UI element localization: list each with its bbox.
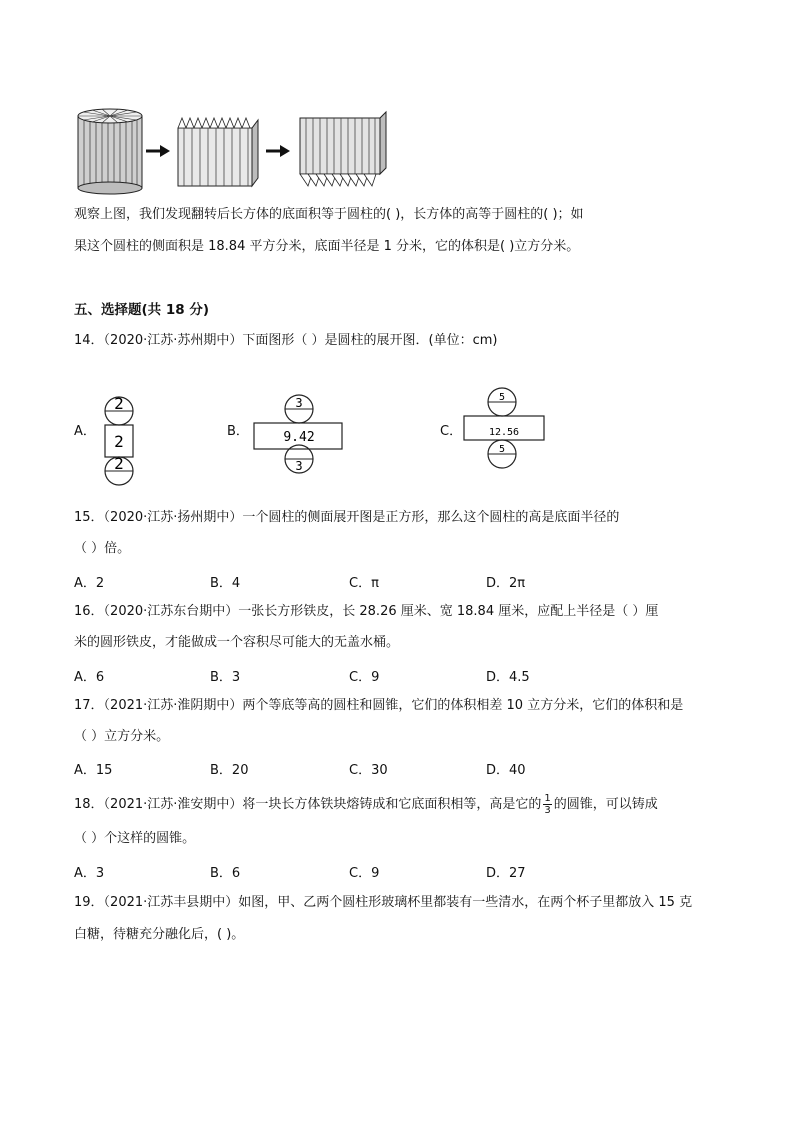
q13-text-line1: 观察上图，我们发现翻转后长方体的底面积等于圆柱的( )，长方体的高等于圆柱的( )；如 [74, 207, 584, 222]
q16-option-d: D．4.5 [486, 670, 530, 685]
q15-option-a: A．2 [74, 576, 105, 591]
rectangular-solid-image [178, 118, 258, 186]
q14-b-rect-label: 9.42 [283, 430, 315, 445]
q16-option-a: A．6 [74, 670, 105, 685]
section-heading: 五、选择题(共 18 分) [74, 302, 210, 318]
question-16-line1: 16．（2020·江苏东台期中）一张长方形铁皮，长 28.26 厘米、宽 18.84 厘米，应配上半径是（ ）厘 [74, 604, 659, 619]
q14-option-b-label: B． [227, 424, 249, 439]
cylinder-sliced-image [78, 109, 142, 194]
question-19-line2: 白糖，待糖充分融化后，( )。 [74, 927, 245, 942]
q14-b-circle-top-label: 3 [295, 396, 303, 410]
q17-option-a: A．15 [74, 763, 113, 778]
q17-option-b: B．20 [210, 763, 249, 778]
q14-a-circle-top-label: 2 [114, 396, 124, 413]
q18-option-a: A．3 [74, 866, 105, 881]
question-15-line1: 15．（2020·江苏·扬州期中）一个圆柱的侧面展开图是正方形，那么这个圆柱的高是底面半径的 [74, 510, 620, 525]
q14-a-rect-label: 2 [114, 432, 124, 451]
q13-text-line2: 果这个圆柱的侧面积是 18.84 平方分米，底面半径是 1 分米，它的体积是( )立方分米。 [74, 239, 580, 254]
q14-c-circle-top-label: 5 [498, 392, 506, 403]
question-16-line2: 米的圆形铁皮，才能做成一个容积尽可能大的无盖水桶。 [74, 635, 400, 650]
cylinder-transform-figure [74, 104, 394, 196]
q15-option-c: C．π [349, 576, 379, 591]
q14-option-a-label: A． [74, 424, 96, 439]
q18-stem-after-fraction: 的圆锥，可以铸成 [553, 797, 658, 812]
q14-option-c-label: C． [440, 424, 463, 439]
question-18-line2: （ ）个这样的圆锥。 [74, 831, 196, 846]
question-17-line1: 17．（2021·江苏·淮阴期中）两个等底等高的圆柱和圆锥，它们的体积相差 10 立方分米，它们的体积和是 [74, 698, 684, 713]
q16-option-b: B．3 [210, 670, 241, 685]
right-arrow-icon [266, 145, 290, 157]
flipped-rectangular-solid-image [300, 112, 386, 186]
q14-b-circle-bottom-label: 3 [295, 459, 303, 473]
q18-option-b: B．6 [210, 866, 241, 881]
fraction-numerator: 1 [544, 793, 551, 804]
q14-option-a-net [100, 396, 138, 490]
q18-option-d: D．27 [486, 866, 526, 881]
q17-option-d: D．40 [486, 763, 526, 778]
q14-option-c-net [462, 386, 546, 470]
question-14-stem: 14．（2020·江苏·苏州期中）下面图形（ ）是圆柱的展开图．(单位：cm) [74, 333, 498, 348]
right-arrow-icon [146, 145, 170, 157]
fraction-denominator: 3 [544, 805, 551, 816]
question-18-line1 [74, 793, 658, 816]
question-15-line2: （ ）倍。 [74, 541, 131, 556]
q14-a-circle-bottom-label: 2 [114, 454, 124, 473]
q14-c-circle-bottom-label: 5 [498, 444, 506, 455]
q15-option-b: B．4 [210, 576, 241, 591]
q18-option-c: C．9 [349, 866, 380, 881]
q16-option-c: C．9 [349, 670, 380, 685]
question-19-line1: 19．（2021·江苏丰县期中）如图，甲、乙两个圆柱形玻璃杯里都装有一些清水，在两个杯子里都放入 15 克 [74, 895, 693, 910]
q18-stem-before-fraction: 18．（2021·江苏·淮安期中）将一块长方体铁块熔铸成和它底面积相等，高是它的 [74, 797, 542, 812]
q17-option-c: C．30 [349, 763, 388, 778]
q14-c-rect-label: 12.56 [488, 427, 520, 438]
question-17-line2: （ ）立方分米。 [74, 729, 170, 744]
one-third-fraction [543, 793, 551, 816]
q14-option-b-net [252, 394, 346, 474]
q15-option-d: D．2π [486, 576, 526, 591]
